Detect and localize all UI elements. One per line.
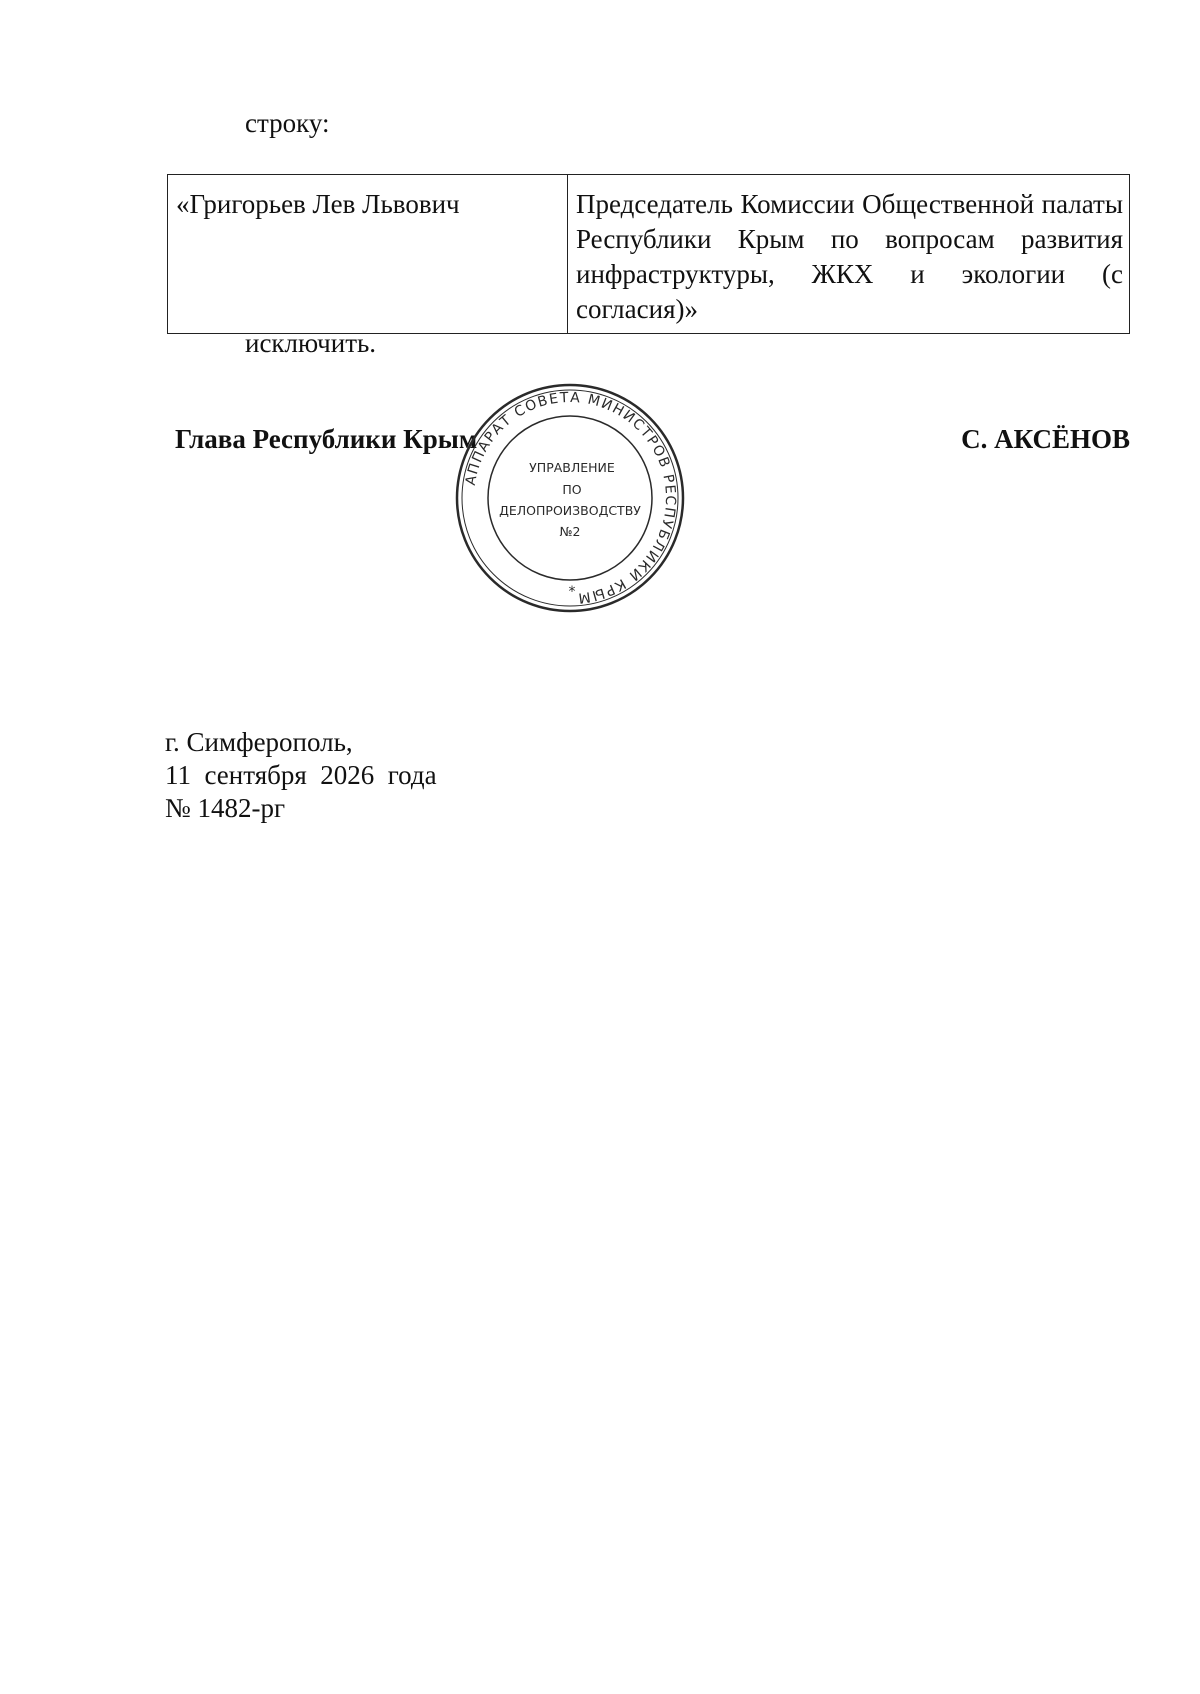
stamp-line-4: №2 [559, 524, 581, 539]
stamp-line-1: УПРАВЛЕНИЕ [529, 460, 615, 475]
document-footer [165, 726, 437, 825]
table-cell-name: «Григорьев Лев Львович [168, 175, 568, 334]
outro-text: исключить. [245, 328, 377, 358]
stamp-line-2: ПО [562, 482, 582, 497]
stamp-ring-text: АППАРАТ СОВЕТА МИНИСТРОВ РЕСПУБЛИКИ КРЫМ [462, 389, 679, 606]
footer-city: г. Симферополь, [165, 727, 353, 757]
footer-date: 11 сентября 2026 года [165, 760, 437, 790]
official-stamp [450, 380, 690, 616]
change-table [167, 174, 1130, 334]
table-row [168, 175, 1130, 334]
intro-text: строку: [245, 108, 330, 138]
stamp-line-3: ДЕЛОПРОИЗВОДСТВУ [499, 503, 641, 518]
footer-number: № 1482-рг [165, 793, 286, 823]
signatory-name: С. АКСЁНОВ [961, 424, 1130, 454]
stamp-outer-ring [457, 385, 683, 611]
table-cell-role: Председатель Комиссии Общественной палаты Республики Крым по вопросам развития инфраструктуры, ЖКХ и экологии (с согласия)» [568, 175, 1130, 334]
stamp-star: * [568, 584, 576, 600]
signatory-title: Глава Республики Крым [175, 424, 478, 454]
stamp-inner-ring [488, 416, 652, 580]
